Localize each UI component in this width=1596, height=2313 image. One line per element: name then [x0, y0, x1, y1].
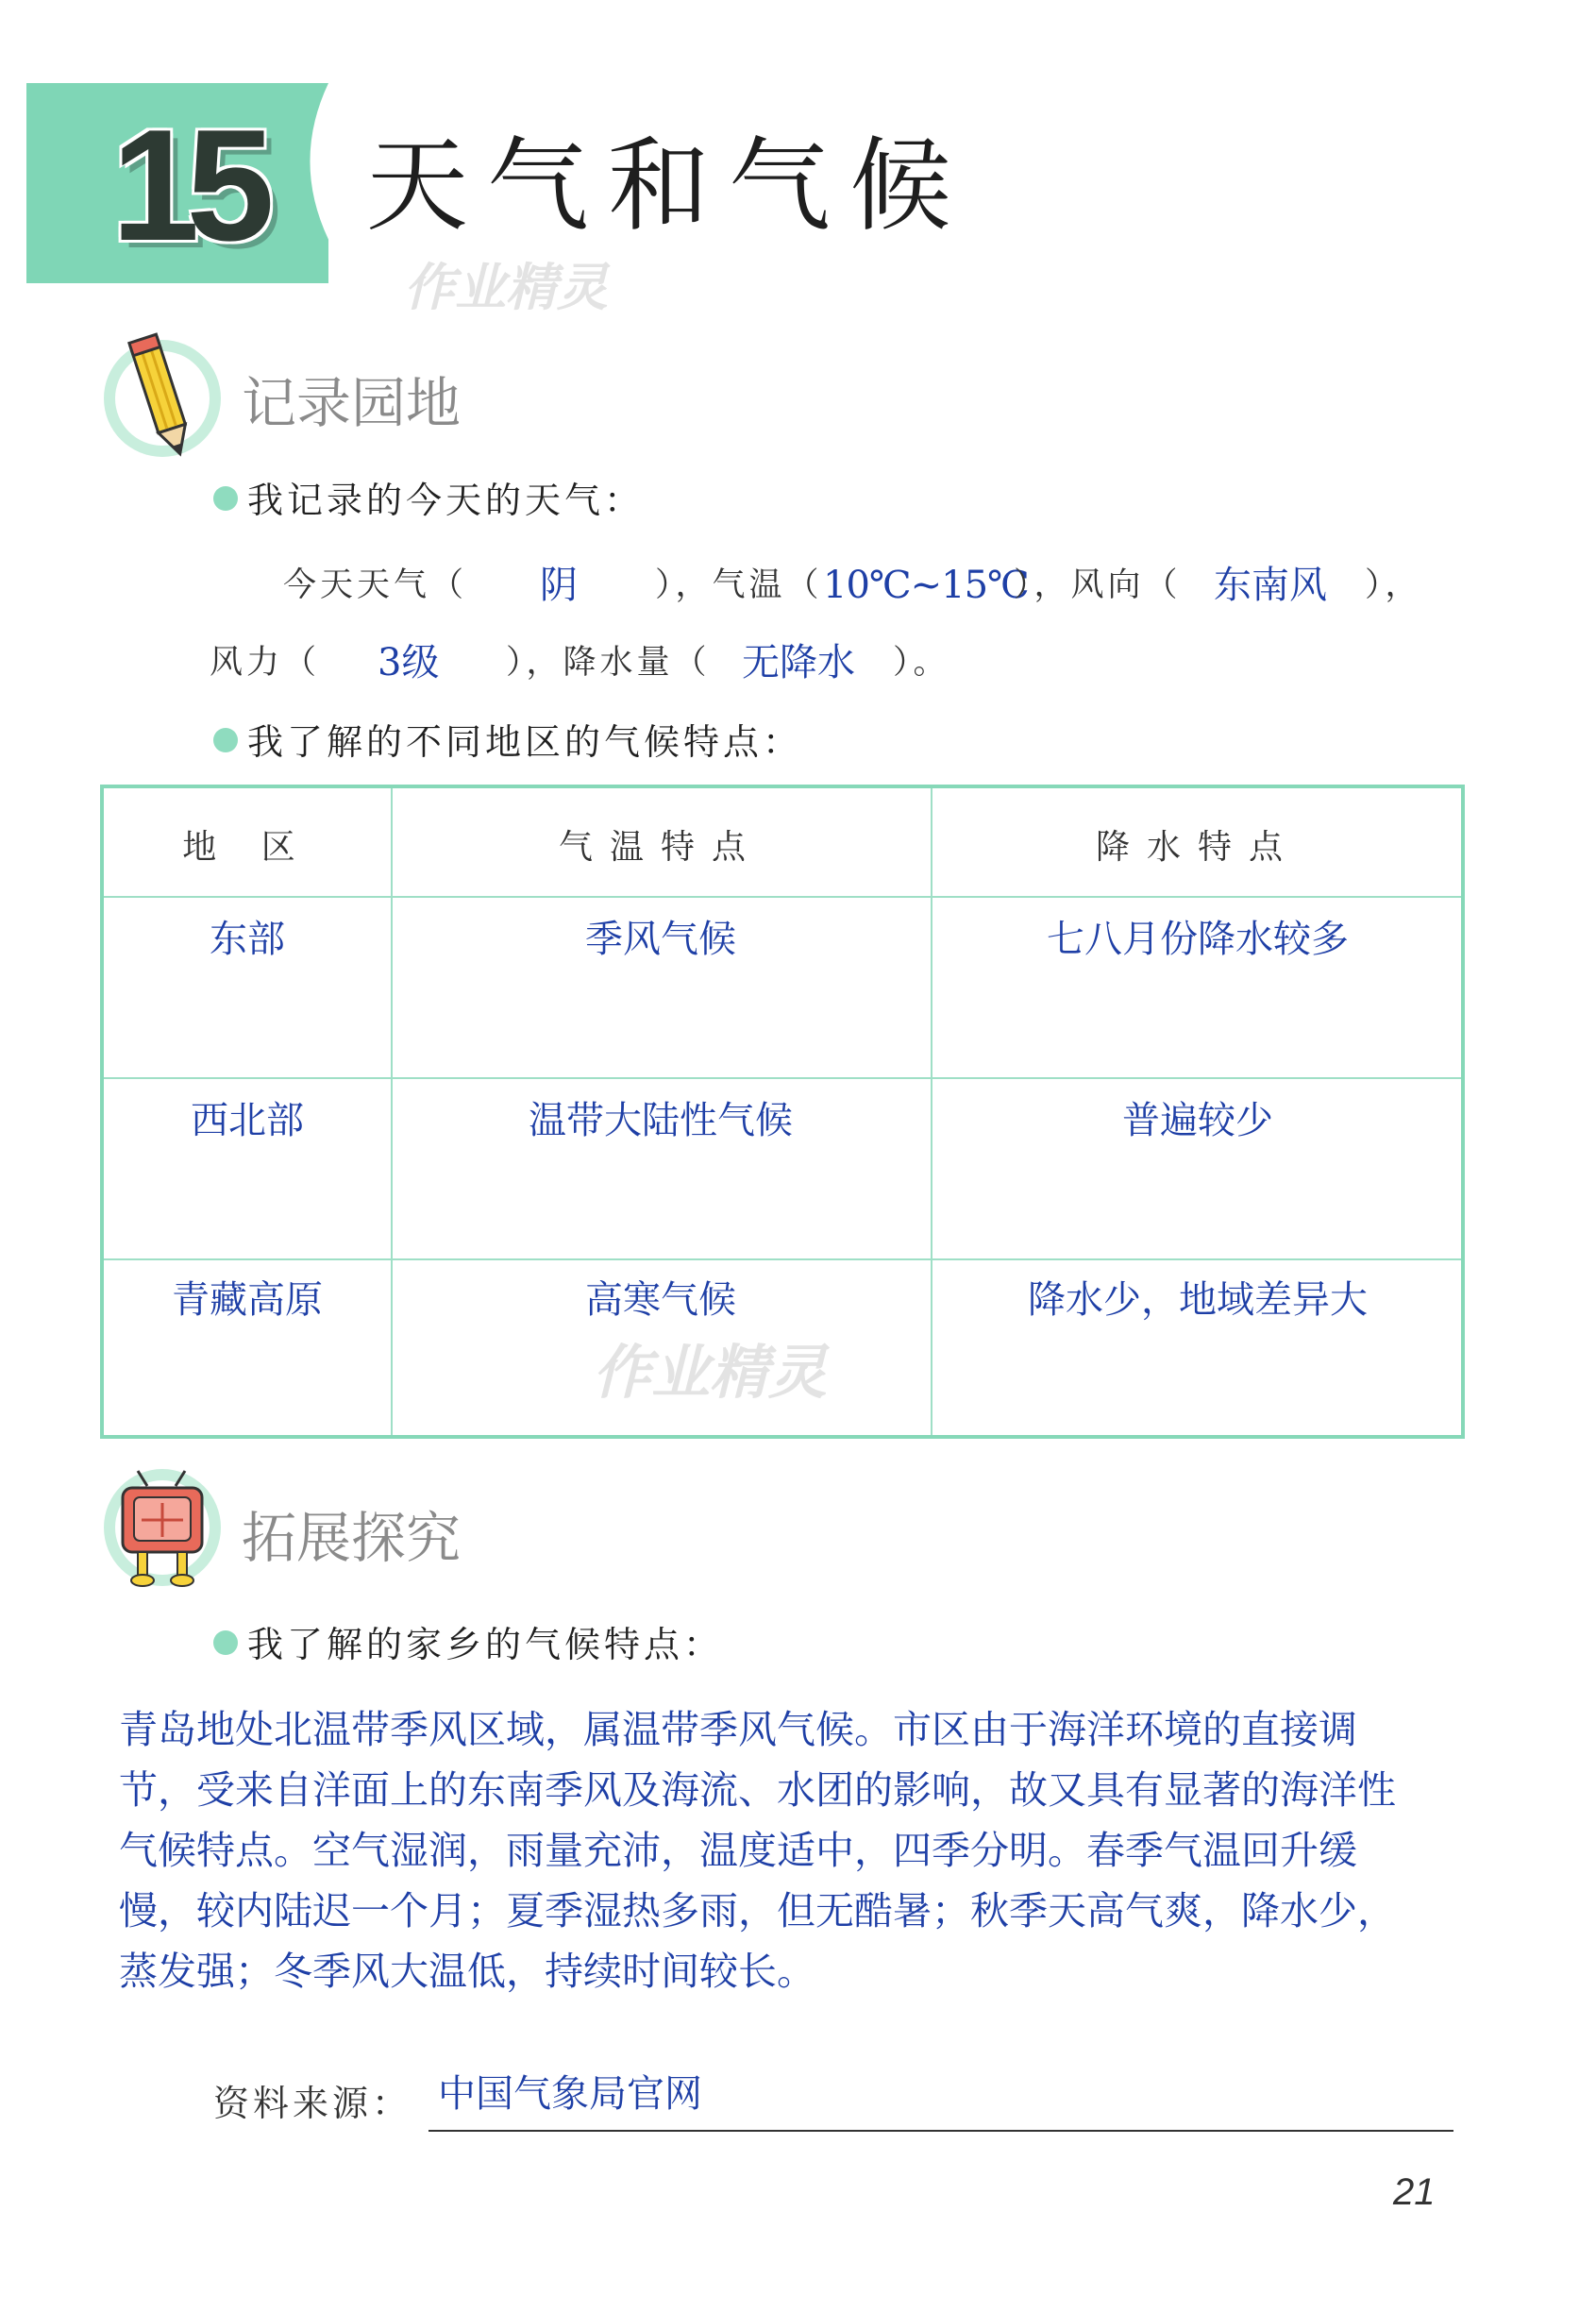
table-header-precipitation: 降水特点 — [1095, 828, 1300, 867]
bullet-dot — [213, 728, 238, 752]
page-title: 天气和气候 — [366, 127, 971, 245]
precipitation-label: ），降水量（ — [506, 644, 711, 682]
section-title-record: 记录园地 — [242, 371, 462, 435]
hometown-climate-paragraph: 青岛地处北温带季风区域，属温带季风气候。市区由于海洋环境的直接调节，受来自洋面上的东南季风及海流、水团的影响，故又具有显著的海洋性气候特点。空气湿润，雨量充沛，温度适中，四季分明。春季气温回升缓慢，较内陆迟一个月；夏季湿热多雨，但无酷暑；秋季天高气爽，降水少，蒸发强；冬季风大温低，持续时间较长。 — [119, 1707, 1396, 1994]
tv-robot-icon — [94, 1465, 227, 1597]
bullet-dot — [213, 1630, 238, 1655]
table-header-temperature: 气温特点 — [558, 828, 763, 867]
table-cell: 降水少，地域差异大 — [1028, 1278, 1368, 1322]
table-cell: 高寒气候 — [585, 1278, 736, 1322]
source-underline — [428, 2130, 1453, 2132]
table-divider — [104, 896, 1461, 898]
temperature-label: ），气温（ — [655, 566, 823, 604]
table-cell: 季风气候 — [585, 918, 736, 961]
today-weather-label: 今天天气（ — [283, 566, 468, 604]
wind-force-value: 3级 — [378, 641, 440, 684]
wind-direction-label: ），风向（ — [1014, 566, 1182, 604]
table-cell: 东部 — [210, 918, 285, 961]
temperature-value: 10℃~15℃ — [823, 564, 1029, 607]
precipitation-value: 无降水 — [742, 641, 855, 684]
wind-direction-value: 东南风 — [1214, 564, 1327, 607]
table-divider — [104, 1077, 1461, 1079]
precipitation-close: ）。 — [893, 644, 950, 682]
table-cell: 七八月份降水较多 — [1047, 918, 1349, 961]
table-cell: 普遍较少 — [1122, 1099, 1273, 1142]
table-cell: 青藏高原 — [172, 1278, 323, 1322]
watermark: 作业精灵 — [593, 1338, 828, 1407]
section-title-explore: 拓展探究 — [242, 1506, 462, 1570]
wind-force-label: 风力（ — [210, 644, 321, 682]
chapter-number: 15 — [111, 96, 261, 274]
source-value: 中国气象局官网 — [438, 2072, 702, 2116]
hometown-prompt: 我了解的家乡的气候特点： — [213, 1622, 723, 1667]
climate-prompt: 我了解的不同地区的气候特点： — [213, 719, 802, 765]
source-label: 资料来源： — [213, 2083, 412, 2124]
watermark: 作业精灵 — [404, 258, 608, 317]
today-weather-value: 阴 — [540, 564, 578, 607]
page-number: 21 — [1393, 2171, 1436, 2213]
weather-prompt: 我记录的今天的天气： — [213, 478, 644, 523]
table-header-region: 地 区 — [182, 828, 312, 867]
table-divider — [104, 1258, 1461, 1260]
table-cell: 温带大陆性气候 — [529, 1099, 793, 1142]
pencil-icon — [94, 330, 227, 463]
bullet-dot — [213, 486, 238, 511]
wind-direction-close: ）， — [1365, 566, 1422, 604]
table-cell: 西北部 — [191, 1099, 304, 1142]
